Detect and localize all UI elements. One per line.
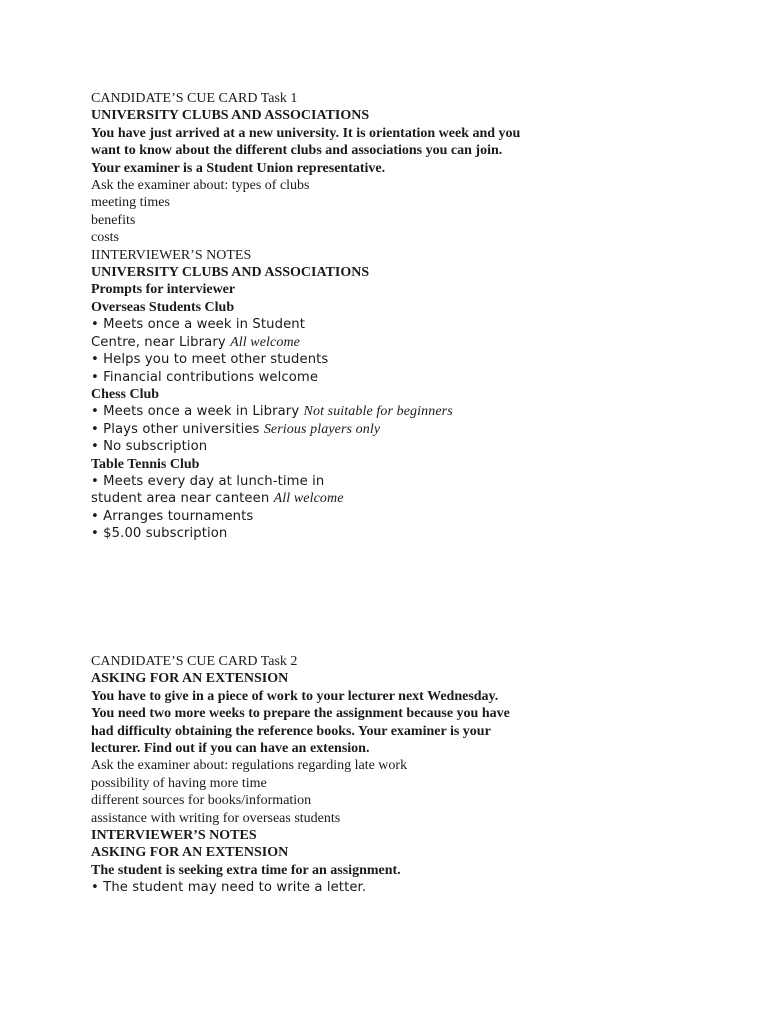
club-bullet: • Helps you to meet other students	[91, 352, 329, 368]
task2-interviewer-subheading: ASKING FOR AN EXTENSION	[91, 845, 289, 861]
club-bullet: • No subscription	[91, 439, 208, 455]
club-note: Not suitable for beginners	[303, 404, 453, 420]
task1-interviewer-heading: IINTERVIEWER’S NOTES	[91, 247, 252, 263]
task2-interviewer-heading: INTERVIEWER’S NOTES	[91, 828, 257, 844]
task1-ask-item: benefits	[91, 212, 136, 228]
club-note: All welcome	[273, 491, 344, 507]
task1-section	[91, 90, 751, 543]
task2-intro-line: had difficulty obtaining the reference books. Your examiner is your	[91, 723, 491, 739]
task2-ask-item: different sources for books/information	[91, 793, 312, 809]
task2-title: CANDIDATE’S CUE CARD Task 2	[91, 654, 298, 669]
task1-intro-line: want to know about the different clubs and associations you can join.	[91, 143, 503, 159]
task1-intro-line: You have just arrived at a new university. It is orientation week and you	[91, 125, 521, 141]
club-bullet: • Financial contributions welcome	[91, 369, 319, 385]
task1-intro-line: Your examiner is a Student Union representative.	[91, 160, 386, 176]
task1-ask-line: Ask the examiner about: types of clubs	[91, 178, 310, 194]
task2-intro-line: You need two more weeks to prepare the assignment because you have	[91, 706, 510, 722]
club-bullet: • $5.00 subscription	[91, 526, 228, 542]
task2-ask-item: possibility of having more time	[91, 775, 267, 791]
task2-section	[91, 653, 751, 897]
club-bullet: • Arranges tournaments	[91, 508, 254, 524]
club-note: All welcome	[230, 334, 300, 350]
task2-note-bullet: • The student may need to write a letter.	[91, 880, 367, 896]
task1-heading: UNIVERSITY CLUBS AND ASSOCIATIONS	[91, 108, 370, 124]
club-name-chess: Chess Club	[91, 386, 160, 402]
club-bullet: • Meets once a week in Student	[91, 317, 306, 333]
task1-interviewer-subheading: UNIVERSITY CLUBS AND ASSOCIATIONS	[91, 265, 370, 281]
task1-prompts-heading: Prompts for interviewer	[91, 282, 236, 298]
club-bullet-text: Centre, near Library	[91, 334, 231, 350]
task2-summary: The student is seeking extra time for an assignment.	[91, 862, 401, 878]
task1-title: CANDIDATE’S CUE CARD Task 1	[91, 91, 298, 106]
club-note: Serious players only	[263, 421, 381, 437]
club-bullet	[91, 403, 751, 420]
club-name-tabletennis: Table Tennis Club	[91, 456, 200, 472]
task2-intro-line: You have to give in a piece of work to your lecturer next Wednesday.	[91, 688, 499, 704]
task2-intro-line: lecturer. Find out if you can have an extension.	[91, 741, 370, 757]
task1-ask-item: costs	[91, 230, 119, 246]
task1-ask-item: meeting times	[91, 195, 170, 211]
club-bullet-text: • Plays other universities	[91, 421, 264, 437]
club-bullet-text: student area near canteen	[91, 491, 274, 507]
task2-ask-line: Ask the examiner about: regulations regarding late work	[91, 758, 408, 774]
task2-ask-item: assistance with writing for overseas students	[91, 810, 341, 826]
club-bullet-continued	[91, 334, 751, 351]
club-name-overseas: Overseas Students Club	[91, 299, 235, 315]
club-bullet-continued	[91, 490, 751, 507]
task2-heading: ASKING FOR AN EXTENSION	[91, 671, 289, 687]
club-bullet-text: • Meets once a week in Library	[91, 404, 304, 420]
club-bullet	[91, 421, 751, 438]
club-bullet: • Meets every day at lunch-time in	[91, 473, 325, 489]
